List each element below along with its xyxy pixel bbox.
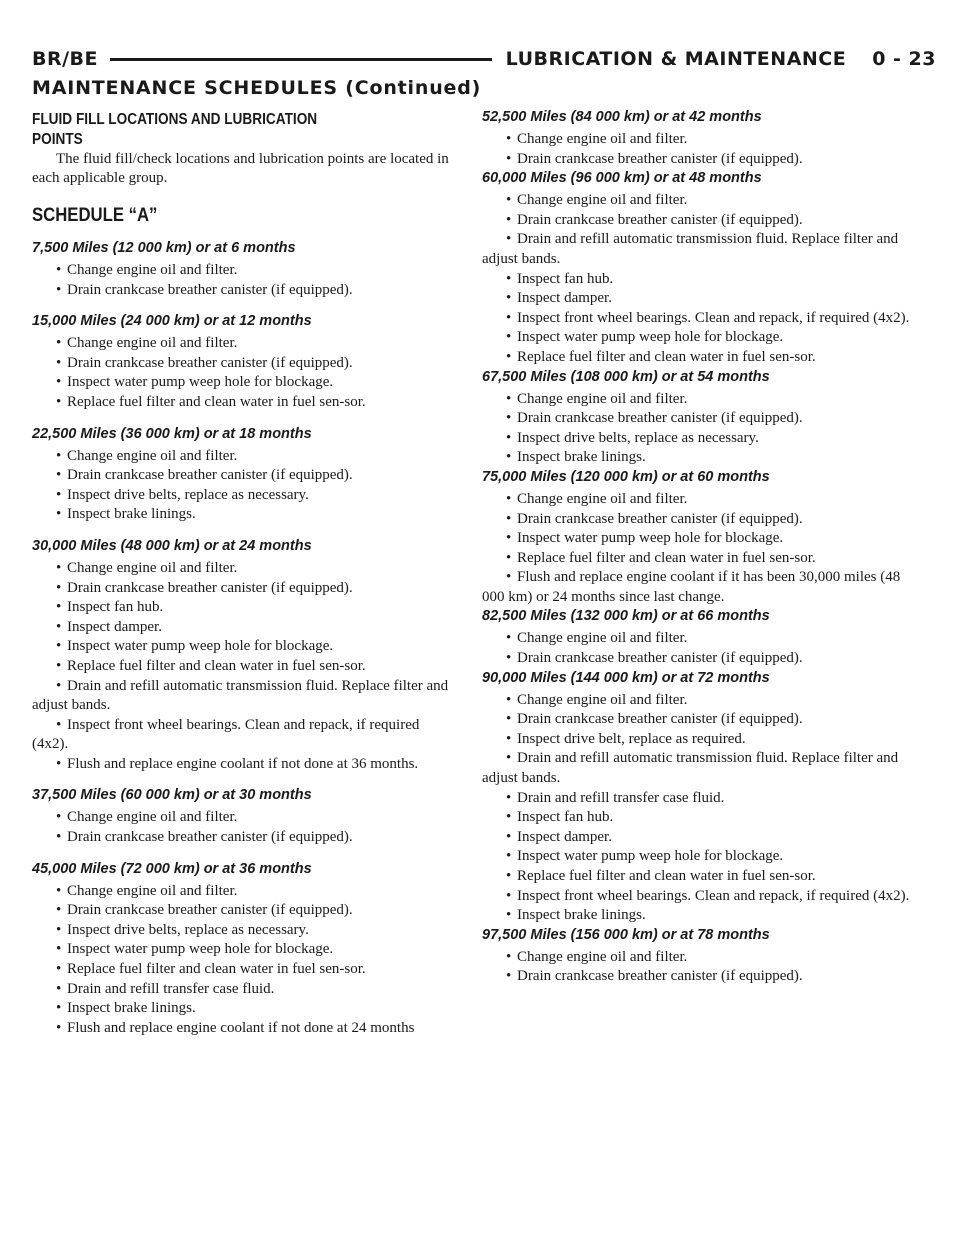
bullet-icon: •	[506, 750, 512, 767]
bullet-icon: •	[56, 618, 62, 635]
task-text: Replace fuel filter and clean water in fuel sen-sor.	[517, 868, 816, 884]
task-item	[32, 755, 450, 775]
maintenance-interval	[32, 312, 450, 412]
bullet-icon: •	[506, 131, 512, 147]
task-item	[482, 191, 924, 211]
maintenance-interval	[482, 169, 924, 367]
task-text: Change engine oil and filter.	[67, 262, 238, 278]
task-item	[32, 618, 450, 638]
interval-title: 52,500 Miles (84 000 km) or at 42 months	[482, 109, 762, 125]
task-text: Flush and replace engine coolant if it has been 30,000 miles (48 000 km) or 24 months since last change.	[482, 569, 901, 605]
bullet-icon: •	[56, 281, 62, 298]
task-text: Change engine oil and filter.	[517, 630, 688, 647]
task-item	[482, 867, 924, 887]
bullet-icon: •	[56, 882, 62, 899]
bullet-icon: •	[506, 270, 512, 287]
interval-title: 60,000 Miles (96 000 km) or at 48 months	[482, 170, 762, 187]
interval-task-list	[482, 390, 924, 468]
interval-title: 90,000 Miles (144 000 km) or at 72 months	[482, 669, 770, 686]
task-text: Change engine oil and filter.	[67, 809, 238, 826]
bullet-icon: •	[506, 887, 512, 904]
task-item	[32, 808, 450, 828]
bullet-icon: •	[506, 429, 512, 446]
interval-title: 22,500 Miles (36 000 km) or at 18 months	[32, 425, 312, 442]
task-text: Inspect front wheel bearings. Clean and repack, if required (4x2).	[32, 716, 420, 753]
bullet-icon: •	[56, 354, 62, 371]
bullet-icon: •	[56, 638, 62, 655]
task-item	[482, 906, 924, 926]
maintenance-interval	[482, 669, 924, 926]
task-text: Drain crankcase breather canister (if equipped).	[517, 211, 803, 228]
task-text: Replace fuel filter and clean water in fuel sen-sor.	[517, 348, 816, 365]
task-text: Drain crankcase breather canister (if equipped).	[517, 650, 803, 667]
bullet-icon: •	[506, 490, 512, 507]
task-item	[32, 354, 450, 374]
task-item	[482, 490, 924, 510]
bullet-icon: •	[56, 467, 62, 484]
right-column	[482, 108, 924, 987]
task-item	[32, 901, 450, 921]
task-text: Inspect drive belts, replace as necessary.	[67, 486, 309, 503]
interval-task-list	[32, 808, 450, 847]
task-item	[482, 789, 924, 809]
task-text: Inspect damper.	[517, 290, 612, 307]
fluid-fill-heading-line2: POINTS	[32, 131, 83, 148]
bullet-icon: •	[506, 510, 512, 527]
bullet-icon: •	[506, 948, 512, 965]
task-text: Change engine oil and filter.	[517, 390, 688, 407]
task-text: Inspect brake linings.	[67, 506, 196, 523]
task-item	[482, 270, 924, 290]
task-item	[32, 980, 450, 1000]
task-item	[482, 887, 924, 907]
interval-task-list	[32, 882, 450, 1039]
interval-task-list	[32, 261, 450, 300]
interval-task-list	[32, 559, 450, 775]
bullet-icon: •	[56, 335, 62, 352]
task-text: Change engine oil and filter.	[67, 559, 238, 576]
task-item	[32, 261, 450, 281]
maintenance-interval	[482, 926, 924, 987]
bullet-icon: •	[56, 579, 62, 596]
bullet-icon: •	[506, 231, 512, 248]
task-text: Change engine oil and filter.	[67, 447, 238, 464]
task-text: Inspect drive belt, replace as required.	[517, 730, 746, 747]
interval-title: 45,000 Miles (72 000 km) or at 36 months	[32, 860, 312, 877]
bullet-icon: •	[56, 486, 62, 503]
interval-task-list	[32, 447, 450, 525]
task-text: Flush and replace engine coolant if not done at 24 months	[67, 1019, 415, 1036]
bullet-icon: •	[506, 449, 512, 466]
task-item	[482, 289, 924, 309]
task-text: Change engine oil and filter.	[67, 882, 238, 899]
task-item	[482, 230, 924, 269]
task-item	[32, 921, 450, 941]
bullet-icon: •	[56, 1019, 62, 1036]
task-item	[482, 948, 924, 968]
left-interval-list	[32, 239, 450, 1038]
task-item	[32, 940, 450, 960]
task-text: Inspect drive belts, replace as necessary.	[67, 921, 309, 938]
bullet-icon: •	[56, 941, 62, 958]
bullet-icon: •	[506, 809, 512, 826]
interval-title: 67,500 Miles (108 000 km) or at 54 months	[482, 368, 770, 385]
task-item	[32, 466, 450, 486]
task-text: Change engine oil and filter.	[517, 691, 688, 708]
fluid-fill-paragraph: The fluid fill/check locations and lubrication points are located in each applicable group.	[32, 151, 449, 186]
task-item	[32, 393, 450, 413]
maintenance-interval	[482, 108, 924, 169]
bullet-icon: •	[506, 290, 512, 307]
header-rule	[110, 58, 492, 61]
maintenance-interval	[32, 860, 450, 1039]
task-item	[32, 447, 450, 467]
schedule-heading: SCHEDULE “A”	[32, 205, 158, 226]
task-item	[482, 150, 924, 170]
bullet-icon: •	[56, 677, 62, 694]
bullet-icon: •	[56, 559, 62, 576]
task-text: Drain and refill automatic transmission fluid. Replace filter and adjust bands.	[482, 750, 899, 787]
bullet-icon: •	[56, 809, 62, 826]
task-text: Flush and replace engine coolant if not done at 36 months.	[67, 755, 419, 772]
bullet-icon: •	[56, 599, 62, 616]
chapter-title: LUBRICATION & MAINTENANCE	[505, 48, 847, 70]
task-text: Inspect damper.	[67, 618, 162, 635]
task-item	[482, 348, 924, 368]
task-item	[32, 505, 450, 525]
bullet-icon: •	[506, 868, 512, 884]
task-text: Drain crankcase breather canister (if equipped).	[517, 410, 803, 427]
task-item	[32, 716, 450, 755]
task-text: Inspect water pump weep hole for blockage.	[517, 329, 784, 346]
task-text: Inspect fan hub.	[517, 270, 614, 287]
bullet-icon: •	[56, 902, 62, 919]
task-text: Drain crankcase breather canister (if equipped).	[517, 510, 803, 527]
bullet-icon: •	[56, 716, 62, 733]
bullet-icon: •	[506, 907, 512, 924]
task-text: Drain crankcase breather canister (if equipped).	[67, 902, 353, 919]
page-header	[32, 44, 936, 74]
bullet-icon: •	[506, 150, 512, 167]
interval-title: 15,000 Miles (24 000 km) or at 12 months	[32, 313, 312, 330]
task-text: Replace fuel filter and clean water in fuel sen-sor.	[67, 393, 366, 410]
task-text: Inspect water pump weep hole for blockage.	[67, 941, 334, 958]
interval-task-list	[482, 691, 924, 926]
bullet-icon: •	[506, 691, 512, 708]
interval-task-list	[32, 334, 450, 412]
bullet-icon: •	[506, 828, 512, 845]
bullet-icon: •	[56, 1000, 62, 1017]
task-text: Inspect brake linings.	[67, 1000, 196, 1017]
fluid-fill-heading-line1: FLUID FILL LOCATIONS AND LUBRICATION	[32, 111, 318, 128]
task-item	[32, 637, 450, 657]
task-item	[482, 847, 924, 867]
task-text: Drain crankcase breather canister (if equipped).	[517, 968, 803, 985]
bullet-icon: •	[506, 730, 512, 747]
task-item	[32, 960, 450, 980]
bullet-icon: •	[506, 630, 512, 647]
bullet-icon: •	[506, 410, 512, 427]
task-text: Drain and refill transfer case fluid.	[67, 980, 275, 997]
task-item	[32, 579, 450, 599]
interval-title: 30,000 Miles (48 000 km) or at 24 months	[32, 537, 312, 554]
task-text: Replace fuel filter and clean water in fuel sen-sor.	[67, 961, 366, 978]
maintenance-interval	[482, 607, 924, 668]
bullet-icon: •	[506, 789, 512, 806]
page-number: 0 - 23	[872, 48, 936, 70]
task-text: Inspect front wheel bearings. Clean and repack, if required (4x2).	[517, 887, 910, 904]
task-item	[32, 999, 450, 1019]
bullet-icon: •	[506, 329, 512, 346]
task-text: Drain crankcase breather canister (if equipped).	[67, 354, 353, 371]
task-item	[482, 808, 924, 828]
task-item	[482, 691, 924, 711]
task-item	[482, 568, 924, 607]
task-item	[482, 390, 924, 410]
bullet-icon: •	[56, 657, 62, 674]
task-item	[32, 1019, 450, 1039]
bullet-icon: •	[56, 506, 62, 523]
task-text: Inspect brake linings.	[517, 907, 646, 924]
task-item	[482, 629, 924, 649]
maintenance-interval	[32, 239, 450, 300]
vehicle-code: BR/BE	[32, 48, 99, 70]
bullet-icon: •	[506, 348, 512, 365]
task-item	[32, 828, 450, 848]
task-text: Change engine oil and filter.	[67, 335, 238, 352]
left-column	[32, 110, 450, 1038]
task-item	[482, 429, 924, 449]
bullet-icon: •	[506, 390, 512, 407]
task-item	[482, 649, 924, 669]
interval-title: 7,500 Miles (12 000 km) or at 6 months	[32, 240, 296, 256]
task-text: Replace fuel filter and clean water in fuel sen-sor.	[517, 549, 816, 566]
task-item	[32, 677, 450, 716]
task-item	[482, 967, 924, 987]
bullet-icon: •	[506, 549, 512, 566]
bullet-icon: •	[506, 192, 512, 209]
task-text: Drain and refill transfer case fluid.	[517, 789, 725, 806]
task-text: Replace fuel filter and clean water in fuel sen-sor.	[67, 657, 366, 674]
task-text: Inspect fan hub.	[67, 599, 164, 616]
bullet-icon: •	[56, 262, 62, 278]
interval-task-list	[482, 191, 924, 367]
bullet-icon: •	[56, 980, 62, 997]
task-item	[32, 486, 450, 506]
task-item	[482, 409, 924, 429]
task-text: Change engine oil and filter.	[517, 131, 688, 147]
maintenance-interval	[482, 468, 924, 608]
task-text: Inspect water pump weep hole for blockage.	[517, 530, 784, 547]
task-item	[32, 657, 450, 677]
task-text: Change engine oil and filter.	[517, 490, 688, 507]
task-item	[482, 510, 924, 530]
bullet-icon: •	[56, 447, 62, 464]
task-text: Drain and refill automatic transmission fluid. Replace filter and adjust bands.	[32, 677, 449, 714]
interval-task-list	[482, 130, 924, 169]
task-item	[32, 598, 450, 618]
bullet-icon: •	[56, 921, 62, 938]
task-text: Inspect brake linings.	[517, 449, 646, 466]
task-text: Inspect water pump weep hole for blockage.	[67, 638, 334, 655]
interval-task-list	[482, 948, 924, 987]
bullet-icon: •	[56, 961, 62, 978]
task-text: Drain crankcase breather canister (if equipped).	[517, 150, 803, 167]
bullet-icon: •	[56, 374, 62, 391]
task-item	[482, 448, 924, 468]
bullet-icon: •	[506, 309, 512, 326]
task-item	[32, 281, 450, 301]
interval-task-list	[482, 490, 924, 608]
maintenance-interval	[32, 786, 450, 847]
bullet-icon: •	[56, 829, 62, 846]
interval-title: 82,500 Miles (132 000 km) or at 66 months	[482, 608, 770, 625]
bullet-icon: •	[506, 848, 512, 865]
maintenance-interval	[32, 425, 450, 525]
task-item	[482, 309, 924, 329]
task-text: Inspect water pump weep hole for blockage.	[67, 374, 334, 391]
task-text: Change engine oil and filter.	[517, 192, 688, 209]
task-item	[32, 373, 450, 393]
task-text: Drain crankcase breather canister (if equipped).	[67, 579, 353, 596]
task-text: Inspect fan hub.	[517, 809, 614, 826]
maintenance-interval	[482, 368, 924, 468]
task-item	[482, 211, 924, 231]
task-text: Change engine oil and filter.	[517, 948, 688, 965]
task-text: Drain crankcase breather canister (if equipped).	[67, 467, 353, 484]
task-text: Inspect front wheel bearings. Clean and repack, if required (4x2).	[517, 309, 910, 326]
bullet-icon: •	[506, 530, 512, 547]
task-text: Drain crankcase breather canister (if equipped).	[67, 281, 353, 298]
task-item	[32, 882, 450, 902]
task-text: Drain crankcase breather canister (if equipped).	[67, 829, 353, 846]
bullet-icon: •	[506, 711, 512, 728]
task-item	[482, 730, 924, 750]
section-title: MAINTENANCE SCHEDULES (Continued)	[32, 77, 482, 99]
task-text: Inspect drive belts, replace as necessary.	[517, 429, 759, 446]
task-text: Drain and refill automatic transmission fluid. Replace filter and adjust bands.	[482, 231, 899, 267]
task-text: Drain crankcase breather canister (if equipped).	[517, 711, 803, 728]
task-text: Inspect water pump weep hole for blockage.	[517, 848, 784, 865]
task-item	[482, 328, 924, 348]
task-item	[482, 130, 924, 150]
maintenance-interval	[32, 537, 450, 775]
task-item	[482, 529, 924, 549]
bullet-icon: •	[506, 569, 512, 586]
bullet-icon: •	[56, 393, 62, 410]
task-text: Inspect damper.	[517, 828, 612, 845]
right-interval-list	[482, 108, 924, 987]
task-item	[482, 549, 924, 569]
task-item	[482, 828, 924, 848]
bullet-icon: •	[506, 211, 512, 228]
task-item	[32, 559, 450, 579]
bullet-icon: •	[56, 755, 62, 772]
interval-title: 37,500 Miles (60 000 km) or at 30 months	[32, 787, 312, 804]
interval-task-list	[482, 629, 924, 668]
task-item	[482, 749, 924, 788]
task-item	[482, 710, 924, 730]
bullet-icon: •	[506, 650, 512, 667]
bullet-icon: •	[506, 968, 512, 985]
task-item	[32, 334, 450, 354]
interval-title: 97,500 Miles (156 000 km) or at 78 months	[482, 926, 770, 943]
interval-title: 75,000 Miles (120 000 km) or at 60 months	[482, 468, 770, 485]
